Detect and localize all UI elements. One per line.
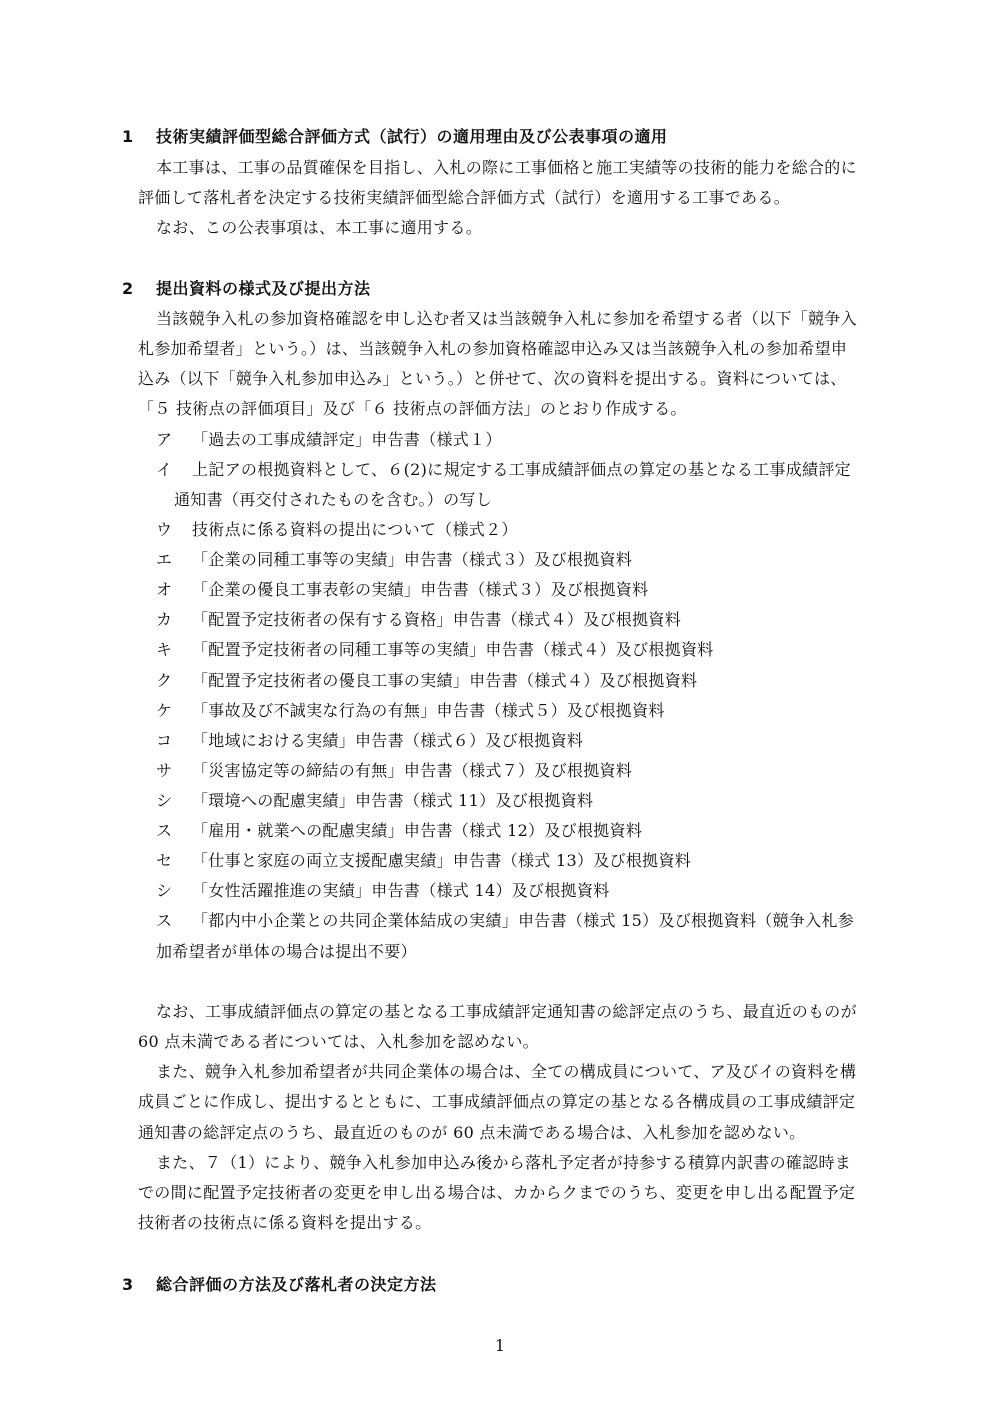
paragraph-line: 評価して落札者を決定する技術実績評価型総合評価方式（試行）を適用する工事である。 (138, 188, 791, 207)
item-text: 「過去の工事成績評定」申告書（様式１） (192, 430, 502, 449)
item-label: セ (156, 851, 173, 870)
item-text: 「災害協定等の締結の有無」申告書（様式７）及び根拠資料 (192, 761, 633, 780)
page-number: 1 (494, 1336, 506, 1355)
paragraph-line: なお、この公表事項は、本工事に適用する。 (156, 218, 483, 237)
section-title: 技術実績評価型総合評価方式（試行）の適用理由及び公表事項の適用 (156, 127, 668, 146)
paragraph-line: また、７（1）により、競争入札参加申込み後から落札予定者が持参する積算内訳書の確認時ま (156, 1153, 852, 1172)
section-number: 3 (122, 1275, 134, 1294)
item-label: ス (156, 911, 173, 930)
list-item (156, 698, 665, 721)
item-label: オ (156, 580, 173, 599)
item-text: 「事故及び不誠実な行為の有無」申告書（様式５）及び根拠資料 (192, 701, 665, 720)
list-item (156, 427, 502, 450)
section-title: 総合評価の方法及び落札者の決定方法 (156, 1275, 437, 1294)
paragraph-line: での間に配置予定技術者の変更を申し出る場合は、カからクまでのうち、変更を申し出る配置予定 (138, 1183, 856, 1202)
list-item (156, 758, 632, 781)
list-item (156, 878, 610, 901)
item-text: 「地域における実績」申告書（様式６）及び根拠資料 (192, 731, 584, 750)
item-text: 「仕事と家庭の両立支援配慮実績」申告書（様式 13）及び根拠資料 (192, 851, 692, 870)
list-item (156, 818, 642, 841)
item-label: シ (156, 881, 173, 900)
list-item (156, 607, 681, 630)
list-item (156, 577, 648, 600)
list-item (156, 547, 632, 570)
item-continuation: 加希望者が単体の場合は提出不要） (156, 942, 417, 961)
section-number: 2 (122, 279, 134, 298)
paragraph-line: また、競争入札参加希望者が共同企業体の場合は、全ての構成員について、ア及びイの資料を構 (156, 1062, 857, 1081)
item-text: 「企業の同種工事等の実績」申告書（様式３）及び根拠資料 (192, 550, 633, 569)
item-text: 「配置予定技術者の優良工事の実績」申告書（様式４）及び根拠資料 (192, 671, 698, 690)
paragraph-line: 込み（以下「競争入札参加申込み」という。）と併せて、次の資料を提出する。資料については、 (138, 369, 847, 388)
item-text: 「雇用・就業への配慮実績」申告書（様式 12）及び根拠資料 (192, 821, 643, 840)
item-text: 「企業の優良工事表彰の実績」申告書（様式３）及び根拠資料 (192, 580, 649, 599)
item-label: ウ (156, 520, 173, 539)
section-2-heading (122, 276, 371, 299)
item-label: イ (156, 460, 173, 479)
item-text: 「女性活躍推進の実績」申告書（様式 14）及び根拠資料 (192, 881, 610, 900)
item-label: シ (156, 791, 173, 810)
item-text: 「配置予定技術者の同種工事等の実績」申告書（様式４）及び根拠資料 (192, 640, 714, 659)
item-label: ク (156, 671, 173, 690)
paragraph-line: 本工事は、工事の品質確保を目指し、入札の際に工事価格と施工実績等の技術的能力を総合的に (156, 158, 857, 177)
list-item (156, 908, 854, 931)
item-label: サ (156, 761, 173, 780)
item-text: 上記アの根拠資料として、６(2)に規定する工事成績評価点の算定の基となる工事成績評定 (192, 460, 851, 479)
section-number: 1 (122, 127, 134, 146)
item-label: カ (156, 610, 173, 629)
item-text: 「都内中小企業との共同企業体結成の実績」申告書（様式 15）及び根拠資料（競争入札参 (192, 911, 855, 930)
list-item (156, 848, 691, 871)
paragraph-line: 成員ごとに作成し、提出するとともに、工事成績評価点の算定の基となる各構成員の工事成績評定 (138, 1092, 856, 1111)
paragraph-line: 60 点未満である者については、入札参加を認めない。 (138, 1032, 539, 1051)
item-label: キ (156, 640, 173, 659)
section-title: 提出資料の様式及び提出方法 (156, 279, 371, 298)
list-item (156, 637, 714, 660)
paragraph-line: 札参加希望者」という。）は、当該競争入札の参加資格確認申込み又は当該競争入札の参加希望申 (138, 339, 848, 358)
paragraph-line: 「５ 技術点の評価項目」及び「６ 技術点の評価方法」のとおり作成する。 (138, 399, 687, 418)
item-label: ケ (156, 701, 173, 720)
section-3-heading (122, 1272, 437, 1295)
paragraph-line: 当該競争入札の参加資格確認を申し込む者又は当該競争入札に参加を希望する者（以下「競争入 (156, 309, 857, 328)
item-label: ス (156, 821, 173, 840)
list-item (156, 788, 593, 811)
section-1-heading (122, 124, 668, 147)
item-text: 「環境への配慮実績」申告書（様式 11）及び根拠資料 (192, 791, 594, 810)
item-label: エ (156, 550, 173, 569)
list-item (156, 457, 851, 480)
item-label: ア (156, 430, 173, 449)
item-text: 技術点に係る資料の提出について（様式２） (192, 520, 518, 539)
paragraph-line: なお、工事成績評価点の算定の基となる工事成績評定通知書の総評定点のうち、最直近のものが (156, 1002, 857, 1021)
item-label: コ (156, 731, 173, 750)
list-item (156, 728, 583, 751)
list-item (156, 517, 518, 540)
item-text: 「配置予定技術者の保有する資格」申告書（様式４）及び根拠資料 (192, 610, 682, 629)
item-continuation: 通知書（再交付されたものを含む。）の写し (174, 490, 493, 509)
list-item (156, 668, 697, 691)
paragraph-line: 通知書の総評定点のうち、最直近のものが 60 点未満である場合は、入札参加を認めない。 (138, 1123, 806, 1142)
paragraph-line: 技術者の技術点に係る資料を提出する。 (138, 1213, 432, 1232)
